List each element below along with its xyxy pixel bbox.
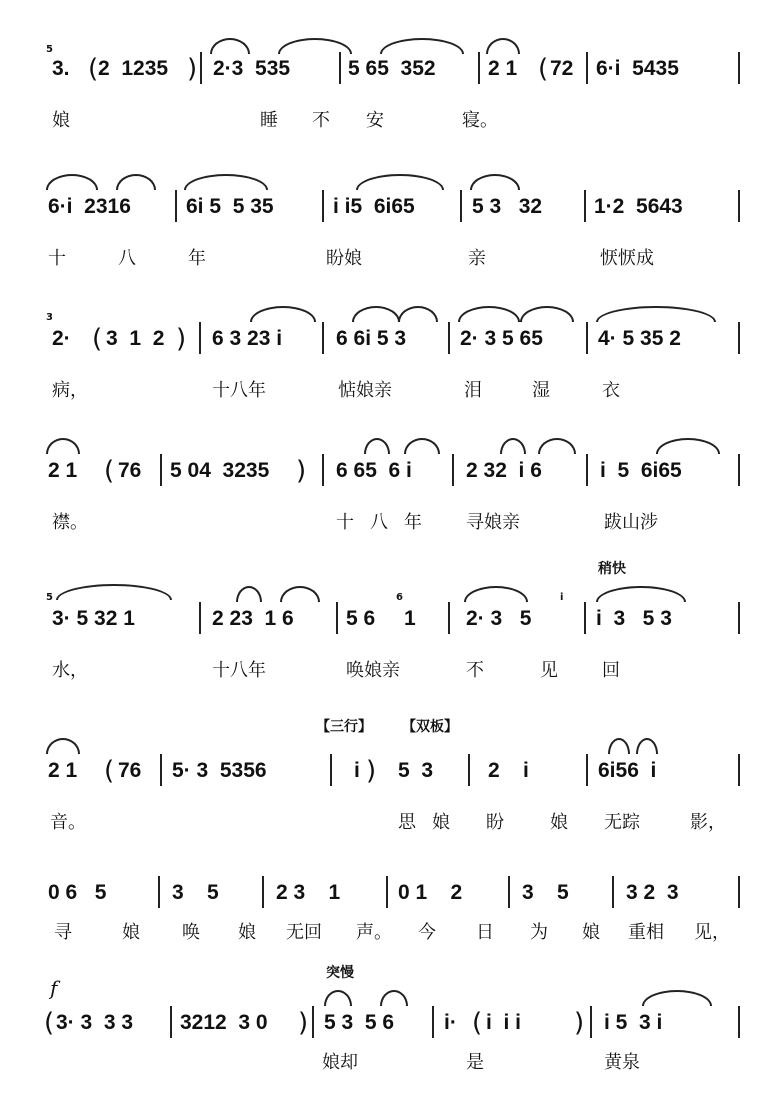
note-group: 2· 3 5 65: [460, 327, 543, 350]
note-group: 6 65 6 i: [336, 459, 412, 482]
bar-line: [158, 876, 160, 908]
lyric: 不: [312, 110, 330, 131]
lyric: 见: [540, 660, 558, 681]
bar-line: [738, 52, 740, 84]
lyric: 不: [466, 660, 484, 681]
lyric: 娘: [122, 922, 140, 943]
slur: [404, 438, 440, 454]
close-paren: ): [298, 1008, 309, 1038]
lyric: 声。: [356, 922, 392, 943]
note-group: i i5 6i65: [333, 195, 415, 218]
lyric: 娘: [432, 812, 450, 833]
lyric: 跋山涉: [604, 512, 658, 533]
lyric: 寻: [54, 922, 72, 943]
slur: [56, 584, 172, 600]
lyric: 衣: [602, 380, 620, 401]
note-group: 0 1 2: [398, 881, 463, 904]
note-group: 72: [550, 57, 574, 80]
note-group: i 3 5 3: [596, 607, 672, 630]
bar-line: [175, 190, 177, 222]
lyric: 亲: [468, 248, 486, 269]
note-group: 3· 3 3 3: [56, 1011, 134, 1034]
bar-line: [586, 52, 588, 84]
lyric: 黄泉: [604, 1052, 640, 1073]
bar-line: [738, 602, 740, 634]
lyrics-row: [0, 376, 772, 402]
slur: [500, 438, 526, 454]
bar-line: [738, 322, 740, 354]
note-group: 76: [118, 759, 142, 782]
close-paren: ): [187, 54, 198, 84]
slur: [46, 174, 98, 190]
bar-line: [738, 190, 740, 222]
lyric: 寻娘亲: [466, 512, 520, 533]
section-mark: 【三行】: [316, 719, 372, 735]
lyric: 日: [476, 922, 494, 943]
note-group: 2· 3 5: [466, 607, 532, 630]
close-paren: ): [574, 1008, 585, 1038]
bar-line: [584, 602, 586, 634]
bar-line: [738, 876, 740, 908]
lyric: 影，: [690, 812, 726, 833]
lyric: 娘: [52, 110, 70, 131]
bar-line: [170, 1006, 172, 1038]
lyric: 无踪: [604, 812, 640, 833]
lyric: 唤: [182, 922, 200, 943]
lyric: 年: [404, 512, 422, 533]
slur: [470, 174, 520, 190]
lyric: 思: [398, 812, 416, 833]
lyric: 娘: [238, 922, 256, 943]
grace-note: 6: [396, 592, 403, 603]
bar-line: [160, 454, 162, 486]
bar-line: [448, 602, 450, 634]
slur: [608, 738, 630, 754]
bar-line: [322, 322, 324, 354]
note-group: 4· 5 35 2: [598, 327, 681, 350]
bar-line: [468, 754, 470, 786]
bar-line: [460, 190, 462, 222]
notes-row: [0, 44, 772, 90]
slur: [380, 38, 464, 54]
notes-row: [0, 752, 772, 792]
note-group: 2 3 1: [276, 881, 341, 904]
bar-line: [738, 1006, 740, 1038]
lyrics-row: [0, 244, 772, 270]
open-paren: (: [44, 1008, 55, 1038]
slur: [352, 306, 400, 322]
notes-row: [0, 452, 772, 492]
bar-line: [199, 602, 201, 634]
slur: [210, 38, 250, 54]
lyric: 八: [370, 512, 388, 533]
bar-line: [586, 454, 588, 486]
notes-row: [0, 312, 772, 360]
bar-line: [322, 454, 324, 486]
bar-line: [386, 876, 388, 908]
slur: [464, 586, 528, 602]
bar-line: [336, 602, 338, 634]
bar-line: [448, 322, 450, 354]
slur: [656, 438, 720, 454]
bar-line: [312, 1006, 314, 1038]
close-paren: ): [296, 456, 307, 486]
section-mark: 【双板】: [402, 719, 458, 735]
tempo-mark: 突慢: [326, 965, 354, 981]
slur: [596, 306, 716, 322]
open-paren: (: [88, 54, 99, 84]
note-group: 5 04 3235: [170, 459, 270, 482]
lyric: 睡: [260, 110, 278, 131]
note-group: 3.: [52, 57, 70, 80]
slur: [636, 738, 658, 754]
note-group: 3 5: [522, 881, 569, 904]
lyric: 盼娘: [326, 248, 362, 269]
grace-note: 5: [46, 592, 53, 603]
note-group: 1·2 5643: [594, 195, 683, 218]
lyric: 湿: [532, 380, 550, 401]
lyric: 病，: [52, 380, 88, 401]
lyric: 娘却: [322, 1052, 358, 1073]
note-group: 6i56 i: [598, 759, 657, 782]
note-group: 5 3 32: [472, 195, 543, 218]
slur: [486, 38, 520, 54]
lyric: 音。: [50, 812, 86, 833]
lyrics-row: [0, 918, 772, 944]
note-group: 5· 3 5356: [172, 759, 267, 782]
bar-line: [322, 190, 324, 222]
close-paren: ): [366, 756, 377, 786]
bar-line: [262, 876, 264, 908]
lyric: 八: [118, 248, 136, 269]
note-group: i 5 6i65: [600, 459, 682, 482]
note-group: 6·i 5435: [596, 57, 679, 80]
note-group: 3 5: [172, 881, 219, 904]
note-group: 2 1235: [98, 57, 169, 80]
notes-row: [0, 188, 772, 228]
lyric: 回: [602, 660, 620, 681]
tempo-mark: 稍快: [598, 561, 626, 577]
bar-line: [478, 52, 480, 84]
note-group: 6 3 23 i: [212, 327, 283, 350]
open-paren: (: [538, 54, 549, 84]
note-group: 6i 5 5 35: [186, 195, 274, 218]
note-group: 3212 3 0: [180, 1011, 268, 1034]
lyric: 安: [366, 110, 384, 131]
note-group: 3· 5 32 1: [52, 607, 135, 630]
lyric: 水，: [52, 660, 88, 681]
slur: [596, 586, 686, 602]
bar-line: [738, 454, 740, 486]
note-group: 2 23 1 6: [212, 607, 294, 630]
bar-line: [452, 454, 454, 486]
lyric: 是: [466, 1052, 484, 1073]
bar-line: [590, 1006, 592, 1038]
open-paren: (: [472, 1008, 483, 1038]
slur: [46, 438, 80, 454]
slur: [280, 586, 320, 602]
lyric: 十八年: [212, 380, 266, 401]
bar-line: [738, 754, 740, 786]
open-paren: (: [104, 756, 115, 786]
note-group: 3 2 3: [626, 881, 679, 904]
note-group: i i i: [486, 1011, 522, 1034]
lyric: 重相: [628, 922, 664, 943]
lyric: 无回: [286, 922, 322, 943]
notes-row: [0, 874, 772, 914]
slur: [46, 738, 80, 754]
grace-note: i: [560, 592, 564, 603]
lyric: 十八年: [212, 660, 266, 681]
lyric: 盼: [486, 812, 504, 833]
lyrics-row: [0, 1048, 772, 1074]
slur: [398, 306, 438, 322]
note-group: 76: [118, 459, 142, 482]
lyric: 唤娘亲: [346, 660, 400, 681]
note-group: 6 6i 5 3: [336, 327, 407, 350]
note-group: 5 65 352: [348, 57, 436, 80]
lyric: 十: [48, 248, 66, 269]
slur: [324, 990, 352, 1006]
slur: [520, 306, 574, 322]
bar-line: [200, 52, 202, 84]
lyric: 十: [336, 512, 354, 533]
note-group: i 5 3 i: [604, 1011, 663, 1034]
slur: [250, 306, 316, 322]
slur: [458, 306, 520, 322]
lyric: 娘: [550, 812, 568, 833]
slur: [116, 174, 156, 190]
note-group: 2 1: [48, 759, 78, 782]
lyrics-row: [0, 808, 772, 834]
lyric: 泪: [464, 380, 482, 401]
lyric: 为: [530, 922, 548, 943]
slur: [364, 438, 390, 454]
note-group: 3 1 2: [106, 327, 165, 350]
note-group: i·: [444, 1011, 457, 1034]
slur: [642, 990, 712, 1006]
note-group: 2 i: [488, 759, 529, 782]
bar-line: [330, 754, 332, 786]
grace-note: 5: [46, 44, 53, 55]
bar-line: [586, 322, 588, 354]
lyric: 襟。: [52, 512, 88, 533]
dynamic-mark: f: [50, 976, 58, 1000]
slur: [356, 174, 444, 190]
note-group: 2·: [52, 327, 71, 350]
note-group: 1: [404, 607, 416, 630]
open-paren: (: [92, 324, 103, 354]
bar-line: [432, 1006, 434, 1038]
note-group: 5 3 5 6: [324, 1011, 395, 1034]
lyric: 寝。: [462, 110, 498, 131]
note-group: 5 3: [398, 759, 434, 782]
note-group: 2 32 i 6: [466, 459, 542, 482]
bar-line: [508, 876, 510, 908]
slur: [538, 438, 576, 454]
lyric: 见，: [694, 922, 730, 943]
note-group: 0 6 5: [48, 881, 107, 904]
notes-row: [0, 592, 772, 640]
close-paren: ): [176, 324, 187, 354]
bar-line: [199, 322, 201, 354]
bar-line: [612, 876, 614, 908]
grace-note: 3: [46, 312, 53, 323]
lyric: 今: [418, 922, 436, 943]
slur: [380, 990, 408, 1006]
slur: [184, 174, 268, 190]
bar-line: [584, 190, 586, 222]
notes-row: [0, 1004, 772, 1044]
note-group: 2 1: [488, 57, 518, 80]
lyric: 惦娘亲: [338, 380, 392, 401]
open-paren: (: [104, 456, 115, 486]
slur: [236, 586, 262, 602]
lyrics-row: [0, 656, 772, 682]
lyrics-row: [0, 106, 772, 132]
note-group: 2·3 535: [213, 57, 291, 80]
bar-line: [160, 754, 162, 786]
note-group: 6·i 2316: [48, 195, 131, 218]
note-group: i: [354, 759, 360, 782]
lyric: 娘: [582, 922, 600, 943]
lyrics-row: [0, 508, 772, 534]
lyric: 恹恹成: [600, 248, 654, 269]
bar-line: [339, 52, 341, 84]
bar-line: [586, 754, 588, 786]
note-group: 2 1: [48, 459, 78, 482]
lyric: 年: [188, 248, 206, 269]
note-group: 5 6: [346, 607, 376, 630]
